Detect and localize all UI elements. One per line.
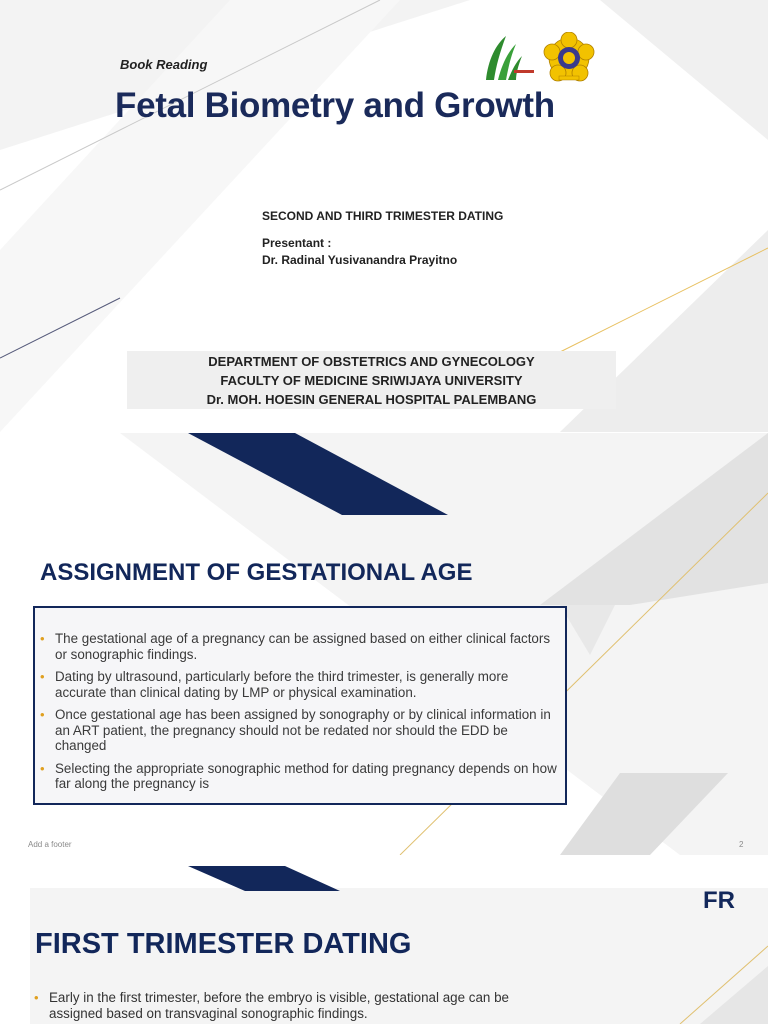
university-seal bbox=[543, 32, 595, 84]
department-line: DEPARTMENT OF OBSTETRICS AND GYNECOLOGY bbox=[208, 354, 535, 369]
department-box bbox=[127, 351, 616, 409]
page-number: 2 bbox=[739, 840, 744, 849]
slide-heading: ASSIGNMENT OF GESTATIONAL AGE bbox=[40, 559, 473, 586]
hospital-logo bbox=[478, 30, 538, 86]
bullet-panel bbox=[33, 606, 567, 805]
slide-title: Fetal Biometry and Growth bbox=[115, 86, 555, 125]
topic-line: SECOND AND THIRD TRIMESTER DATING bbox=[262, 209, 504, 223]
content-slide-first-trimester bbox=[0, 866, 768, 1024]
bullet-item: • Dating by ultrasound, particularly before the third trimester, is generally more accurate than clinical dating by LMP or physical examination. bbox=[39, 669, 559, 700]
fr-badge: FR bbox=[703, 887, 735, 914]
slide-subtitle: Book Reading bbox=[120, 57, 208, 72]
title-slide bbox=[0, 0, 768, 432]
presentation-info bbox=[262, 208, 503, 269]
faculty-line: FACULTY OF MEDICINE SRIWIJAYA UNIVERSITY bbox=[220, 373, 523, 388]
hospital-line: Dr. MOH. HOESIN GENERAL HOSPITAL PALEMBANG bbox=[206, 392, 537, 407]
bullet-list bbox=[33, 990, 553, 1022]
presenter-label: Presentant : bbox=[262, 236, 332, 250]
bullet-list bbox=[39, 631, 559, 792]
slide-heading: FIRST TRIMESTER DATING bbox=[35, 928, 412, 960]
slide-footer: Add a footer bbox=[28, 840, 72, 849]
bullet-item: • The gestational age of a pregnancy can be assigned based on either clinical factors or sonographic findings. bbox=[39, 631, 559, 662]
content-slide-gestational-age bbox=[0, 433, 768, 855]
bullet-item: • Selecting the appropriate sonographic method for dating pregnancy depends on how far along the pregnancy is bbox=[39, 761, 559, 792]
presenter-name: Dr. Radinal Yusivanandra Prayitno bbox=[262, 253, 458, 267]
bullet-item: • Early in the first trimester, before the embryo is visible, gestational age can be assigned based on transvaginal sonographic findings. bbox=[33, 990, 553, 1022]
bullet-item: • Once gestational age has been assigned by sonography or by clinical information in an ART patient, the pregnancy should not be redated nor should the EDD be changed bbox=[39, 707, 559, 754]
